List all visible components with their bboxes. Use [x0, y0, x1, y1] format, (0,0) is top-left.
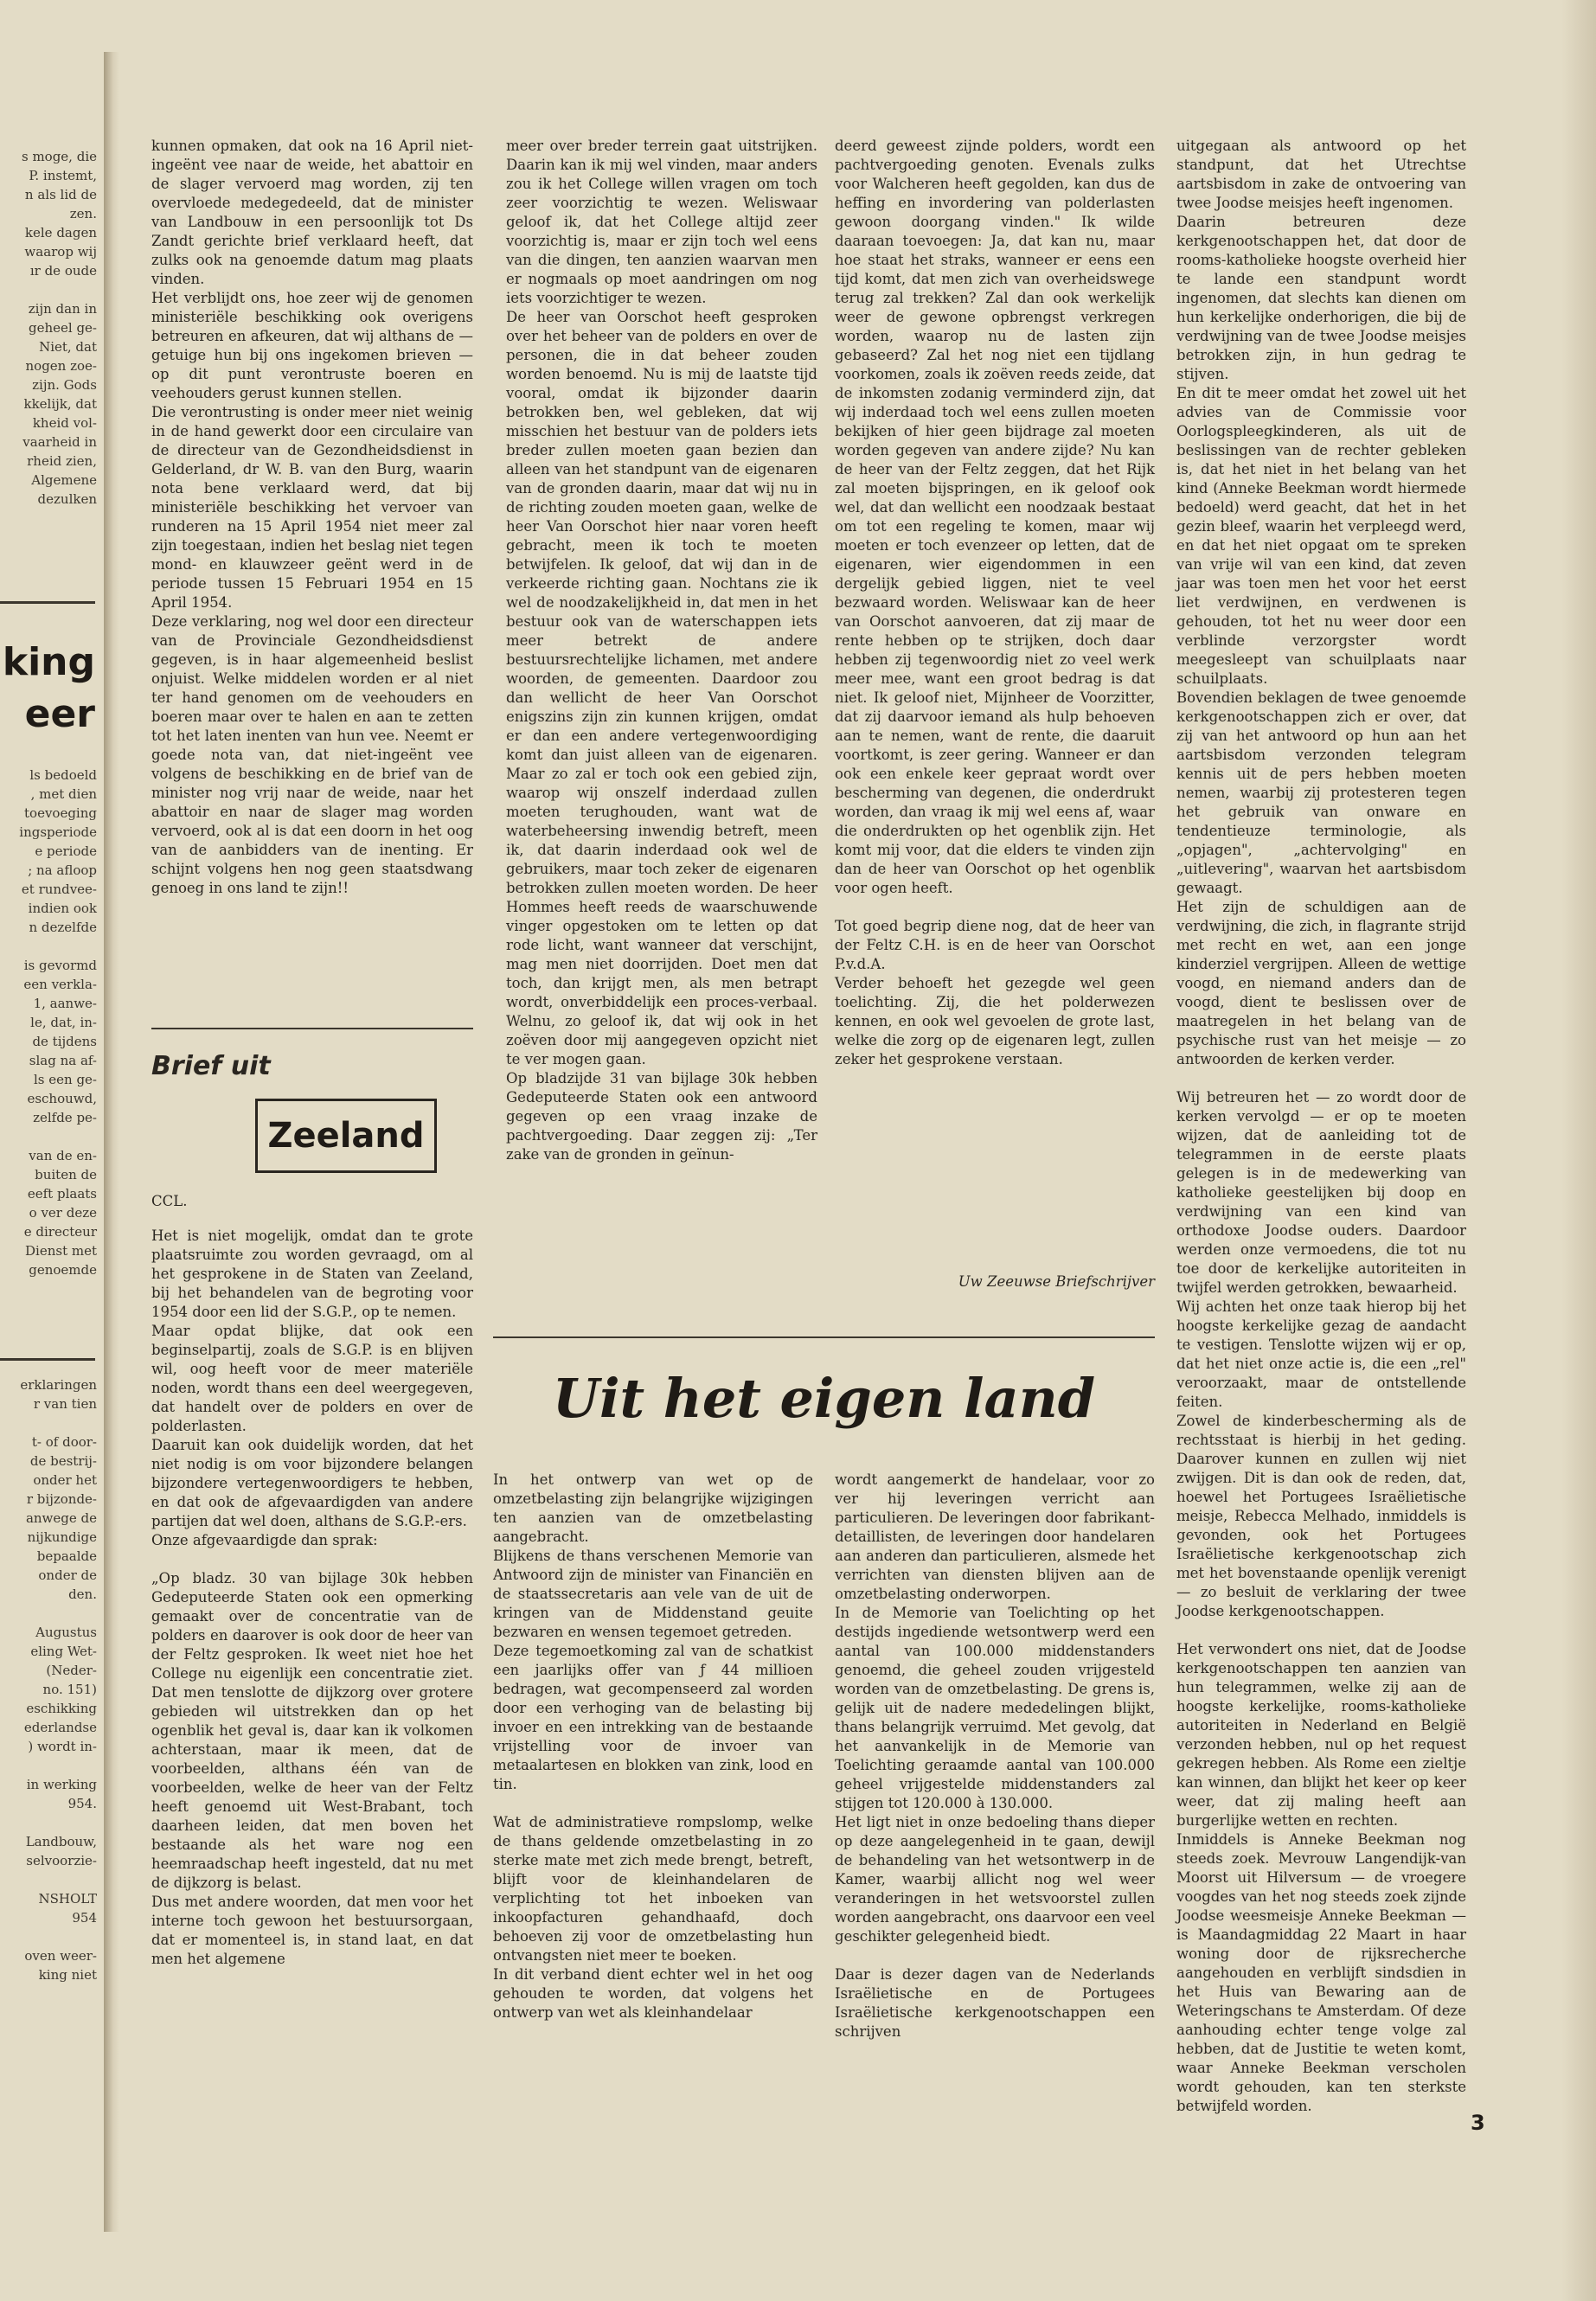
strip-rule-2 — [0, 1358, 95, 1361]
eigen-land-col-b — [835, 1471, 1155, 2128]
column-4 — [1176, 137, 1466, 2114]
strip-text-3: erklaringen r van tien t- of door- de bestrij- onder het r bijzonde- anwege de nijkundige bepaalde onder de den. Augustus eling Wet- (Neder- no. 151) eschikking ederlandse ) wordt in- in werking 954. Landbouw, selvoorzie- NSHOLT 954 oven weer- king niet — [20, 1377, 97, 1983]
strip-heading-2: eer — [24, 692, 95, 736]
strip-text-2: ls bedoeld , met dien toevoeging ingsperiode e periode ; na afloop et rundvee- indien ook n dezelfde is gevormd een verkla- 1, aanwe- le, dat, in- de tijdens slag na af- ls een ge- eschouwd, zelfde pe- van de en- buiten de eeft plaats o ver deze e directeur Dienst met genoemde — [19, 767, 97, 1278]
column-3-text: deerd geweest zijnde polders, wordt een pachtvergoeding genoten. Evenals zulks voor Walcheren heeft gegolden, kan dus de heffing en invordering van polderlasten gewoon doorgang vinden." Ik wilde daaraan toevoegen: Ja, dat kan nu, maar hoe staat het straks, wanneer er eens een tijd komt, dat men zich van overheidswege terug zal trekken? Zal dan ook werkelijk weer de gewone opbrengst verkregen worden, waarop nu de lasten zijn gebaseerd? Zal het nog niet een tijdlang voorkomen, zoals ik zoëven reeds zeide, dat de inkomsten zodanig verminderd zijn, dat wij inderdaad toch wel eens zullen moeten bekijken of hier geen bijdrage zal moeten worden gegeven van andere zijde? Nu kan de heer van der Feltz zeggen, dat het Rijk zal moeten bijspringen, en ik geloof ook wel, dat dan wellicht een noodzaak bestaat om tot een regeling te komen, maar wij moeten er toch evenzeer op letten, dat de eigenaren, wier eigendommen in een dergelijk gebied liggen, niet te veel bezwaard worden. Weliswaar kan de heer van Oorschot aanvoeren, dat zij maar de rente hebben op te strijken, doch daar hebben zij tegenwoordig niet zo veel werk meer mee, want een groot bedrag is dat niet. Ik geloof niet, Mijnheer de Voorzitter, dat zij daarvoor iemand als hulp behoeven aan te nemen, want de rente, die daaruit voortkomt, is zeer gering. Wanneer er dan ook een enkele keer gepraat wordt over bescherming van degenen, die onderdrukt worden, dan vraag ik mij wel eens af, waar die onderdrukten op het ogenblik zijn. Het komt mij voor, dat die elders te vinden zijn dan de heer van Oorschot op het ogenblik voor ogen heeft. Tot goed begrip diene nog, dat de heer van der Feltz C.H. is en de heer van Oorschot P.v.d.A. Verder behoeft het gezegde wel geen toelichting. Zij, die het polderwezen kennen, en ook wel gevoelen de grote last, welke die zorg op de eigenaren legt, zullen zeker het gesprokene verstaan. — [835, 138, 1155, 1067]
strip-heading-1: king — [2, 640, 95, 684]
previous-page-strip-2 — [0, 766, 97, 1285]
previous-page-strip — [0, 147, 97, 562]
brief-body — [151, 1227, 473, 2126]
column-4-text: uitgegaan als antwoord op het standpunt, dat het Utrechtse aartsbisdom in zake de ontvoering van twee Joodse meisjes heeft ingenomen. Daarin betreuren deze kerkgenootschappen het, dat door de rooms-katholieke hoogste overheid hier te lande een standpunt wordt ingenomen, dat slechts kan dienen om hun kerkelijke onderhorigen, die bij de verdwijning van de twee Joodse meisjes betrokken zijn, in hun gedrag te stijven. En dit te meer omdat het zowel uit het advies van de Commissie voor Oorlogspleegkinderen, als uit de beslissingen van de rechter gebleken is, dat het niet in het belang van het kind (Anneke Beekman wordt hiermede bedoeld) werd geacht, dat het in het gezin bleef, waarin het verpleegd werd, en dat het niet opgaat om te spreken van vrije wil van een kind, dat zeven jaar was toen men het voor het eerst liet verdwijnen, en verdwenen is gehouden, tot het nu weer door een verblinde verzorgster wordt meegesleept van schuilplaats naar schuilplaats. Bovendien beklagen de twee genoemde kerkgenootschappen zich er over, dat zij van het antwoord op hun aan het aartsbisdom verzonden telegram kennis uit de pers hebben moeten nemen, waarbij zij protesteren tegen het gebruik van onware en tendentieuze terminologie, als „opjagen", „achtervolging" en „uitlevering", waarvan het aartsbisdom gewaagt. Het zijn de schuldigen aan de verdwijning, die zich, in flagrante strijd met recht en wet, aan een jonge kinderziel vergrijpen. Alleen de wettige voogd, en niemand anders dan de voogd, dient te beslissen over de maatregelen in het belang van de psychische rust van het meisje — zo antwoorden de kerken verder. Wij betreuren het — zo wordt door de kerken vervolgd — er op te moeten wijzen, dat de aanleiding tot de telegrammen in de eerste plaats gelegen is in de medewerking van katholieke geestelijken bij doop en verdwijning van een kind van orthodoxe Joodse ouders. Daardoor werden onze vermoedens, die tot nu toe door de kerkelijke autoriteiten in twijfel werden getrokken, bewaarheid. Wij achten het onze taak hierop bij het hoogste kerkelijke gezag de aandacht te vestigen. Tenslotte wijzen wij er op, dat het niet onze actie is, die een „rel" veroorzaakt, maar de ontstellende feiten. Zowel de kinderbescherming als de rechtsstaat is hierbij in het geding. Daarover kunnen en zullen wij niet zwijgen. Dit is dan ook de reden, dat, hoewel het Portugees Israëlietische meisje, Rebecca Melhado, inmiddels is gevonden, ook het Portugees Israëlietische kerkgenootschap zich met het bovenstaande openlijk verenigt — zo besluit de verklaring der twee Joodse kerkgenootschappen. Het verwondert ons niet, dat de Joodse kerkgenootschappen ten aanzien van hun telegrammen, welke zij aan de hoogste kerkelijke, rooms-katholieke autoriteiten in Nederland en België verzonden hebben, nul op het request gekregen hebben. Als Rome een zieltje kan winnen, dan blijkt het keer op keer weer, dat zij maling heeft aan burgerlijke wetten en rechten. Inmiddels is Anneke Beekman nog steeds zoek. Mevrouw Langendijk-van Moorst uit Hilversum — de vroegere voogdes van het nog steeds zoek zijnde Joodse weesmeisje Anneke Beekman — is Maandagmiddag 22 Maart in haar woning door de rijksrecherche aangehouden en verblijft sindsdien in het Huis van Bewaring aan de Weteringschans te Amsterdam. Of deze aanhouding echter tenge volge zal hebben, dat de Justitie te weten komt, waar Anneke Beekman verscholen wordt gehouden, kan ten sterkste betwijfeld worden. — [1176, 138, 1466, 2114]
column-1 — [151, 137, 473, 1010]
signature: Uw Zeeuwse Briefschrijver — [958, 1273, 1155, 1290]
ccl-initials — [151, 1192, 473, 1213]
column-3 — [835, 137, 1155, 1270]
eigen-land-col-a-text: In het ontwerp van wet op de omzetbelasting zijn belangrijke wijzigingen ten aanzien van de omzetbelasting aangebracht. Blijkens de thans verschenen Memorie van Antwoord zijn de minister van Financiën en de staatssecretaris aan vele van de uit de kringen van de Middenstand geuite bezwaren en wensen tegemoet getreden. Deze tegemoetkoming zal van de schatkist een jaarlijks offer van ƒ 44 millioen bedragen, wat gecompenseerd zal worden door een verhoging van de belasting bij invoer en een intrekking van de bestaande vrijstelling voor de invoer van metaalartesen en blokken van zink, lood en tin. Wat de administratieve rompslomp, welke de thans geldende omzetbelasting in zo sterke mate met zich mede brengt, betreft, blijft voor de kleinhandelaren de verplichting tot het inboeken van inkoopfacturen gehandhaafd, doch behoeven zij voor de omzetbelasting hun ontvangsten niet meer te boeken. In dit verband dient echter wel in het oog gehouden te worden, dat volgens het ontwerp van wet als kleinhandelaar — [493, 1471, 813, 2021]
brief-text: Het is niet mogelijk, omdat dan te grote plaatsruimte zou worden gevraagd, om al het gesprokene in de Staten van Zeeland, bij het behandelen van de begroting voor 1954 door een lid der S.G.P., op te nemen. Maar opdat blijke, dat ook een beginselpartij, zoals de S.G.P. is en blijven wil, oog heeft voor de meer materiële noden, wordt thans een deel weergegeven, dat handelt over de polders en over de polderlasten. Daaruit kan ook duidelijk worden, dat het niet nodig is om voor bijzondere belangen bijzondere vertegenwoordigers te hebben, en dat ook de afgevaardigden van andere partijen dat wel doen, althans de S.G.P.-ers. Onze afgevaardigde dan sprak: „Op bladz. 30 van bijlage 30k hebben Gedeputeerde Staten ook een opmerking gemaakt over de concentratie van de polders en daarover is ook door de heer van der Feltz gesproken. Ik weet niet hoe het College nu eigenlijk een concentratie ziet. Dat men tenslotte de dijkzorg over grotere gebieden wil uitstrekken dan op het ogenblik het geval is, daar kan ik volkomen achterstaan, maar ik meen, dat de voorbeelden, althans één van de voorbeelden, welke de heer van der Feltz heeft genoemd uit West-Brabant, toch daarheen leiden, dat men boven het bestaande als het ware nog een heemraadschap heeft ingesteld, dat nu met de dijkzorg is belast. Dus met andere woorden, dat men voor het interne toch gewoon het bestuursorgaan, dat er momenteel is, in stand laat, en dat men het algemene — [151, 1227, 473, 1967]
eigen-land-col-b-text: wordt aangemerkt de handelaar, voor zo ver hij leveringen verricht aan particulieren. De leveringen door fabrikant-detaillisten, de leveringen door handelaren aan anderen dan particulieren, alsmede het verrichten van diensten blijven aan de omzetbelasting onderworpen. In de Memorie van Toelichting op het destijds ingediende wetsontwerp werd een aantal van 100.000 middenstanders genoemd, die geheel zouden vrijgesteld worden van de omzetbelasting. De grens is, gelijk uit de nadere mededelingen blijkt, thans belangrijk verruimd. Met gevolg, dat het aanvankelijk in de Memorie van Toelichting geraamde aantal van 100.000 geheel vrijgestelde middenstanders zal stijgen tot 120.000 à 130.000. Het ligt niet in onze bedoeling thans dieper op deze aangelegenheid in te gaan, dewijl de behandeling van het wetsontwerp in de Kamer, waarbij allicht nog wel weer veranderingen in het wetsvoorstel zullen worden aangebracht, ons daarvoor een veel geschikter gelegenheid biedt. Daar is dezer dagen van de Nederlands Israëlietische en de Portugees Israëlietische kerkgenootschappen een schrijven — [835, 1471, 1155, 2040]
previous-page-strip-3 — [0, 1375, 97, 2085]
binding-spine — [104, 52, 119, 2232]
strip-rule-1 — [0, 601, 95, 604]
zeeland-heading-box: Zeeland — [255, 1099, 437, 1173]
page-edge — [1561, 0, 1596, 2301]
ccl-text: CCL. — [151, 1193, 188, 1209]
column-2 — [506, 137, 817, 1330]
section-rule — [493, 1336, 1155, 1338]
column-2-text: meer over breder terrein gaat uitstrijken. Daarin kan ik mij wel vinden, maar anders zou ik het College willen vragen om toch zeer voorzichtig te wezen. Weliswaar geloof ik, dat het College altijd zeer voorzichtig is, maar er zijn toch wel eens van die dingen, ten aanzien waarvan men er nogmaals op moet aandringen om nog iets voorzichtiger te wezen. De heer van Oorschot heeft gesproken over het beheer van de polders en over de personen, die in dat beheer zouden worden benoemd. Nu is mij de laatste tijd vooral, omdat ik bijzonder daarin betrokken ben, wel gebleken, dat wij misschien het bestuur van de polders iets breder zullen moeten gaan bezien dan alleen van het standpunt van de eigenaren van de gronden daarin, maar dat wij nu in de richting zouden moeten gaan, welke de heer Van Oorschot hier naar voren heeft gebracht, meen ik toch te moeten betwijfelen. Ik geloof, dat wij dan in de verkeerde richting gaan. Nochtans zie ik wel de noodzakelijkheid in, dat men in het bestuur ook van de waterschappen iets meer betrekt de andere bestuursrechtelijke lichamen, met andere woorden, de gemeenten. Daardoor zou dan wellicht de heer Van Oorschot enigszins zijn zin kunnen krijgen, omdat er dan een andere vertegenwoordiging komt dan juist alleen van de eigenaren. Maar zo zal er toch ook een gebied zijn, waarop wij onszelf inderdaad zullen moeten terughouden, want wat de waterbeheersing inwendig betreft, meen ik, dat daarin inderdaad ook wel de gebruikers, maar toch zeker de eigenaren betrokken zullen moeten worden. De heer Hommes heeft reeds de waarschuwende vinger opgestoken om te letten op dat rode licht, want wanneer dat verschijnt, mag men niet doorrijden. Doet men dat toch, dan krijgt men, als men betrapt wordt, onverbiddelijk een proces-verbaal. Welnu, zo geloof ik, dat wij ook in het zoëven door mij aangegeven opzicht niet te ver mogen gaan. Op bladzijde 31 van bijlage 30k hebben Gedeputeerde Staten ook een antwoord gegeven op een vraag inzake de pachtvergoeding. Daar zeggen zij: „Ter zake van de gronden in geïnun- — [506, 138, 817, 1163]
brief-uit-label: Brief uit — [151, 1051, 271, 1081]
eigen-land-title: Uit het eigen land — [552, 1367, 1096, 1430]
page-number: 3 — [1471, 2111, 1485, 2135]
eigen-land-col-a — [493, 1471, 813, 2128]
column-1-text: kunnen opmaken, dat ook na 16 April niet-ingeënt vee naar de weide, het abattoir en de slager vervoerd mag worden, zij ten overvloede medegedeeld, dat de minister van Landbouw in een persoonlijk tot Ds Zandt gerichte brief verklaard heeft, dat zulks ook na genoemde datum mag plaats vinden. Het verblijdt ons, hoe zeer wij de genomen ministeriële beschikking ook overigens betreuren en afkeuren, dat wij althans de — getuige hun bij ons ingekomen brieven — op dit punt verontruste boeren en veehouders gerust kunnen stellen. Die verontrusting is onder meer niet weinig in de hand gewerkt door een circulaire van de directeur van de Gezondheidsdienst in Gelderland, dr W. B. van den Burg, waarin nota bene verklaard werd, dat bij ministeriële beschikking het vervoer van runderen na 15 April 1954 niet meer zal zijn toegestaan, indien het beslag niet tegen mond- en klauwzeer geënt werd in de periode tussen 15 Februari 1954 en 15 April 1954. Deze verklaring, nog wel door een directeur van de Provinciale Gezondheidsdienst gegeven, is in haar algemeenheid beslist onjuist. Welke middelen worden er al niet ter hand genomen om de veehouders en boeren maar over te halen en aan te zetten tot het laten inenten van hun vee. Neemt er goede nota van, dat niet-ingeënt vee volgens de beschikking en de brief van de minister nog vrij naar de weide, naar het abattoir en naar de slager mag worden vervoerd, ook al is dat een doorn in het oog van de aanbidders van de inenting. Er schijnt volgens hen nog geen staatsdwang genoeg in ons land te zijn!! — [151, 138, 473, 896]
strip-text-1: s moge, die P. instemt, n als lid de zen. kele dagen waarop wij ır de oude zijn dan in geheel ge- Niet, dat nogen zoe- zijn. Gods kkelijk, dat kheid vol- vaarheid in rheid zien, Algemene dezulken — [21, 149, 97, 507]
column-1-rule — [151, 1028, 473, 1029]
